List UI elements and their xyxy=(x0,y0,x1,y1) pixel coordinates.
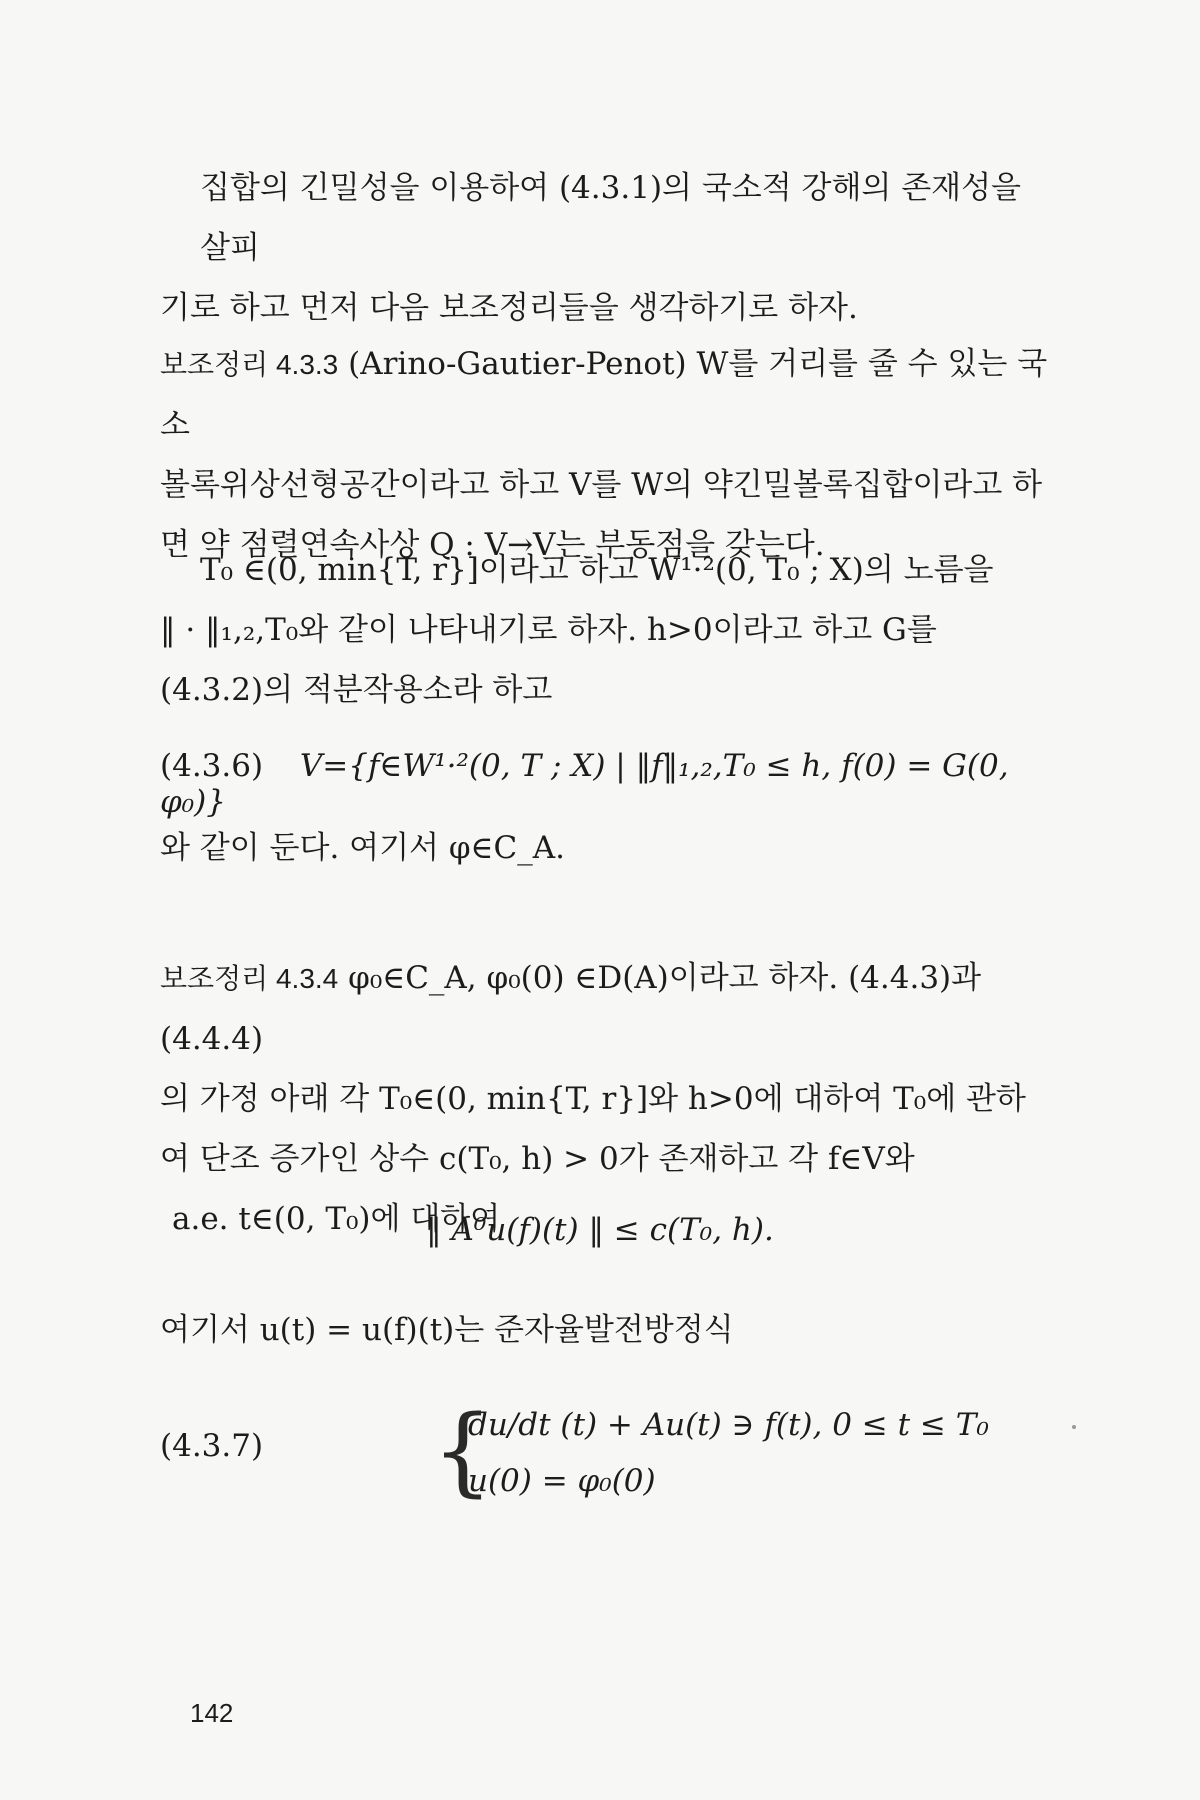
equation-4-3-7-line-1: du/dt (t) + Au(t) ∋ f(t), 0 ≤ t ≤ T₀ xyxy=(468,1407,989,1443)
norm-line-2: ‖ · ‖₁,₂,T₀와 같이 나타내기로 하자. h>0이라고 하고 G를 xyxy=(160,612,937,648)
paragraph-norm xyxy=(160,540,1060,720)
lemma-4-3-4-line-2: 의 가정 아래 각 T₀∈(0, min{T, r}]와 h>0에 대하여 T₀에 관하 xyxy=(160,1081,1026,1117)
paragraph-solution xyxy=(160,1300,1060,1360)
left-brace: { xyxy=(432,1395,494,1507)
lemma-4-3-3 xyxy=(160,334,1060,575)
equation-4-3-7-system xyxy=(432,1395,992,1515)
speck-mark xyxy=(1072,1425,1076,1429)
intro-line-2: 기로 하고 먼저 다음 보조정리들을 생각하기로 하자. xyxy=(160,290,858,326)
lemma-4-3-4 xyxy=(160,948,1060,1249)
equation-4-3-6 xyxy=(160,748,1060,820)
lemma-4-3-4-line-3: 여 단조 증가인 상수 c(T₀, h) > 0가 존재하고 각 f∈V와 xyxy=(160,1141,915,1177)
lemma-4-3-4-line-1 xyxy=(160,948,1060,1069)
lemma-4-3-3-label: 보조정리 4.3.3 xyxy=(160,349,339,380)
paragraph-intro xyxy=(160,158,1060,338)
solution-line-1: 여기서 u(t) = u(f)(t)는 준자율발전방정식 xyxy=(160,1312,734,1348)
lemma-4-3-4-line-1-text: φ₀∈C_A, φ₀(0) ∈D(A)이라고 하자. (4.4.3)과 (4.4.4) xyxy=(160,960,982,1057)
equation-4-3-6-number: (4.3.6) xyxy=(160,748,264,784)
paragraph-set xyxy=(160,818,1060,878)
page-number: 142 xyxy=(190,1698,234,1728)
lemma-4-3-3-line-3: 면 약 점렬연속사상 Q : V→V는 부동점을 갖는다. xyxy=(160,527,825,563)
norm-line-1: T₀ ∈(0, min{T, r}]이라고 하고 W¹·²(0, T₀ ; X)의 노름을 xyxy=(200,552,994,588)
intro-line-1: 집합의 긴밀성을 이용하여 (4.3.1)의 국소적 강해의 존재성을 살피 xyxy=(200,170,1021,266)
lemma-4-3-3-line-2: 볼록위상선형공간이라고 하고 V를 W의 약긴밀볼록집합이라고 하 xyxy=(160,467,1043,503)
inequality-bound: ‖ A⁰u(f)(t) ‖ ≤ c(T₀, h). xyxy=(426,1212,774,1248)
equation-4-3-7-number: (4.3.7) xyxy=(160,1428,264,1464)
lemma-4-3-3-line-1-text: (Arino-Gautier-Penot) W를 거리를 줄 수 있는 국소 xyxy=(160,346,1048,443)
norm-line-3: (4.3.2)의 적분작용소라 하고 xyxy=(160,672,553,708)
lemma-4-3-4-label: 보조정리 4.3.4 xyxy=(160,963,339,994)
equation-4-3-6-formula: V={f∈W¹·²(0, T ; X) | ‖f‖₁,₂,T₀ ≤ h, f(0) = G(0, φ₀)} xyxy=(160,748,1009,820)
lemma-4-3-4-line-4: a.e. t∈(0, T₀)에 대하여 xyxy=(172,1201,501,1237)
set-line-1: 와 같이 둔다. 여기서 φ∈C_A. xyxy=(160,830,565,866)
lemma-4-3-3-line-1 xyxy=(160,334,1060,455)
equation-4-3-7-line-2: u(0) = φ₀(0) xyxy=(468,1463,656,1499)
